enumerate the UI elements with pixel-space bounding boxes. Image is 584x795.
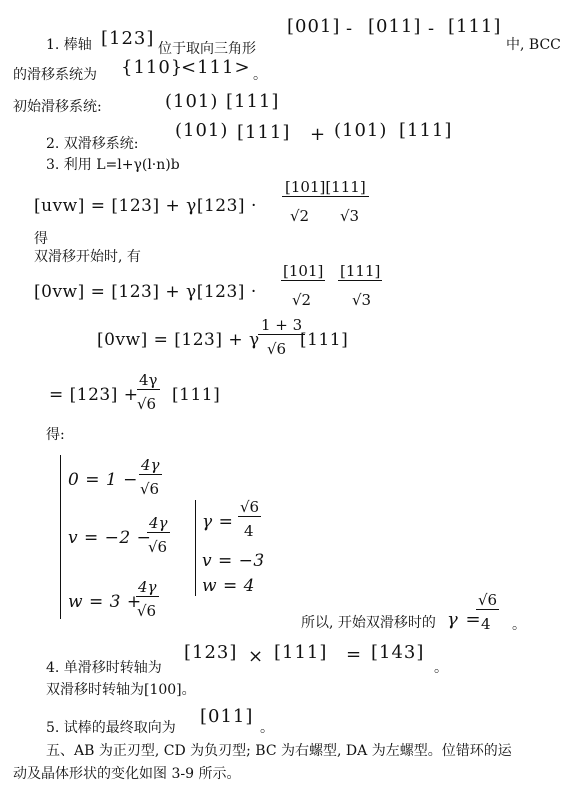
sys-r3-num: 4γ xyxy=(138,578,157,596)
item1-text-c: 中, BCC xyxy=(506,37,561,53)
eq1-lhs: [uvw] = [123] + γ[123] · xyxy=(34,196,257,216)
sys-s1-a: γ = xyxy=(202,512,234,532)
item1-axis: [123] xyxy=(101,28,155,49)
eq4-lhs: = [123] + xyxy=(49,385,139,405)
item1-text-b: 位于取向三角形 xyxy=(158,41,256,57)
double-start-label: 双滑移开始时, 有 xyxy=(34,249,141,265)
item2-sys1-dir: [111] xyxy=(237,122,291,143)
initial-plane: (101) xyxy=(165,91,219,112)
item2-sys2-plane: (101) xyxy=(334,120,388,141)
de2-label: 得: xyxy=(46,427,65,443)
eq2-num-1: [101] xyxy=(283,262,324,280)
sys-s2: v = −3 xyxy=(202,551,265,571)
item4b-text: 双滑移时转轴为[100]。 xyxy=(46,682,196,698)
sys-r1-num: 4γ xyxy=(141,456,160,474)
item1-dash-1: - xyxy=(346,18,354,39)
conclusion-den: 4 xyxy=(481,615,491,633)
item1-dir: <111> xyxy=(181,57,251,78)
item4-times: × xyxy=(248,646,265,667)
item1-text-a: 1. 棒轴 xyxy=(46,37,92,53)
eq3-numerator: 1 + 3 xyxy=(258,316,305,335)
eq2-den-2: √3 xyxy=(352,291,372,309)
item3-label: 3. 利用 L=l+γ(l·n)b xyxy=(46,157,180,173)
right-brace xyxy=(195,500,196,596)
item4-eq: = xyxy=(346,644,363,665)
item4-end: 。 xyxy=(434,660,448,676)
item4-a: [123] xyxy=(184,642,238,663)
eq3-tail: [111] xyxy=(300,330,349,350)
sys-r1-a: 0 = 1 − xyxy=(68,470,138,490)
sys-s3: w = 4 xyxy=(202,576,255,596)
item1-plane: {110} xyxy=(121,57,184,78)
initial-label: 初始滑移系统: xyxy=(13,99,102,115)
sys-s1-den: 4 xyxy=(244,522,254,540)
eq2-den-1: √2 xyxy=(292,291,312,309)
eq4-denominator: √6 xyxy=(137,395,157,413)
eq2-num-2: [111] xyxy=(340,262,381,280)
eq4-tail: [111] xyxy=(172,385,221,405)
eq1-den-1: √2 xyxy=(290,207,310,225)
eq3-lhs: [0vw] = [123] + γ xyxy=(97,330,260,350)
sys-r3-den: √6 xyxy=(137,602,157,620)
item6-line-2: 动及晶体形状的变化如图 3-9 所示。 xyxy=(13,766,241,782)
eq3-denominator: √6 xyxy=(267,340,287,358)
item4-text: 4. 单滑移时转轴为 xyxy=(46,660,162,676)
item1-text-e: 。 xyxy=(253,67,267,83)
sys-r2-num: 4γ xyxy=(149,514,168,532)
sys-r3-a: w = 3 + xyxy=(68,592,142,612)
sys-r2-a: v = −2 − xyxy=(68,528,152,548)
item5-text: 5. 试棒的最终取向为 xyxy=(46,720,176,736)
item1-text-d: 的滑移系统为 xyxy=(13,67,97,83)
initial-dir: [111] xyxy=(226,91,280,112)
sys-s1-num: √6 xyxy=(240,498,260,516)
conclusion-text: 所以, 开始双滑移时的 xyxy=(301,615,436,631)
conclusion-lhs: γ = xyxy=(447,609,482,630)
item2-plus: + xyxy=(310,124,327,145)
sys-r2-den: √6 xyxy=(148,538,168,556)
item1-tri-1: [001] xyxy=(287,16,341,37)
item2-label: 2. 双滑移系统: xyxy=(46,136,139,152)
item4-c: [143] xyxy=(371,642,425,663)
item6-line-1: 五、AB 为正刃型, CD 为负刃型; BC 为右螺型, DA 为左螺型。位错环的运 xyxy=(46,743,512,759)
conclusion-end: 。 xyxy=(512,617,526,633)
item1-tri-3: [111] xyxy=(448,16,502,37)
eq1-numerator: [101][111] xyxy=(282,178,369,197)
eq2-lhs: [0vw] = [123] + γ[123] · xyxy=(34,282,257,302)
item1-dash-2: - xyxy=(428,18,436,39)
item2-sys2-dir: [111] xyxy=(399,120,453,141)
item4-b: [111] xyxy=(274,642,328,663)
item1-tri-2: [011] xyxy=(368,16,422,37)
de-label: 得 xyxy=(34,231,48,247)
item5-dir: [011] xyxy=(200,706,254,727)
item2-sys1-plane: (101) xyxy=(175,120,229,141)
left-brace xyxy=(60,455,61,619)
eq1-den-2: √3 xyxy=(340,207,360,225)
item5-end: 。 xyxy=(260,720,274,736)
conclusion-num: √6 xyxy=(478,591,498,609)
sys-r1-den: √6 xyxy=(140,480,160,498)
eq4-numerator: 4γ xyxy=(139,371,158,389)
